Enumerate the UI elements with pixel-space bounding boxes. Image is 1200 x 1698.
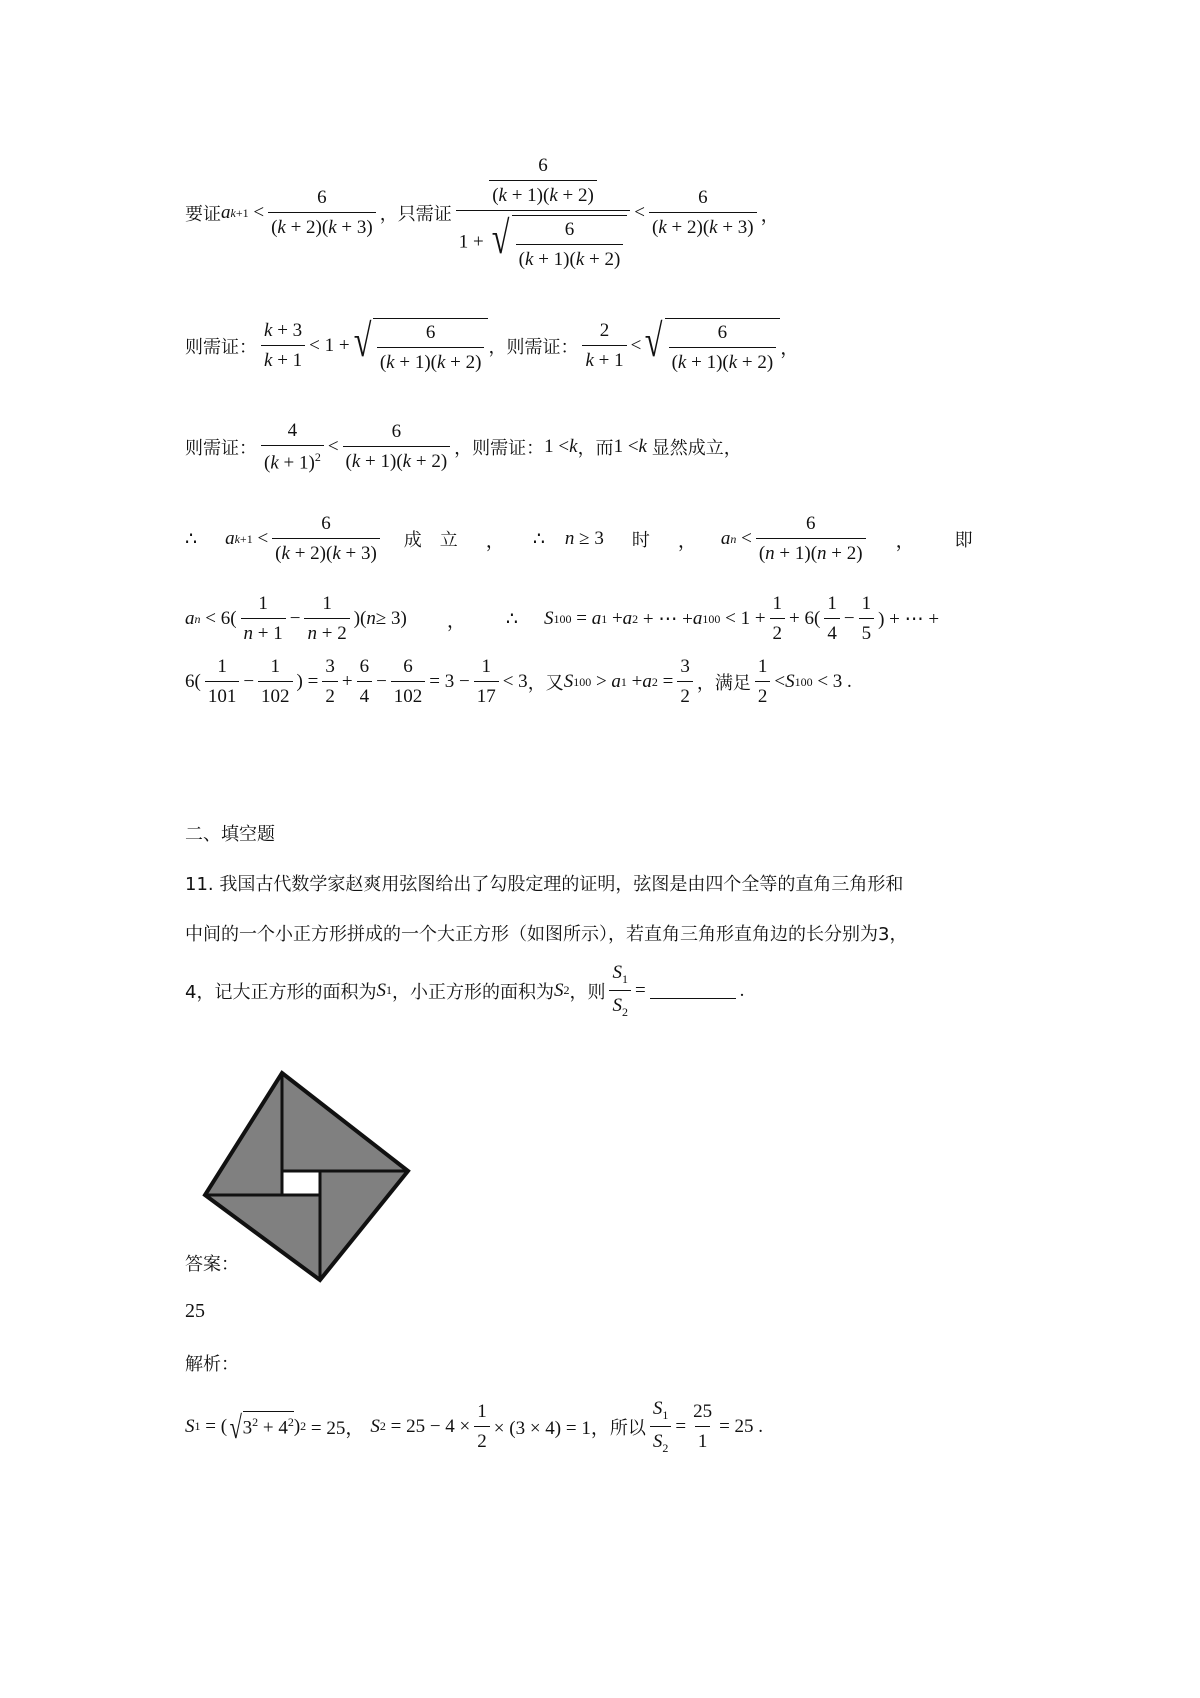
fraction: $\frac{6}{(k + 2)(k + 3)}$ — [649, 187, 757, 239]
proof-line-1: 要证 a k +1 < $\frac{6}{(k + 2)(k + 3)}$ ，只需证 $\frac{6}{(k + 1)(k + 2)}$ 1 + √ $\frac{6}{(k + 1)(k + 2)}$ < $\frac{6}{(k + 2)(k + 3)}$ ， — [185, 155, 780, 270]
fraction: $\frac{6}{(k + 2)(k + 3)}$ — [268, 187, 376, 239]
analysis-formula: S 1 = ( √ $3^2 + 4^2$ ) 2 = 25， S 2 = 25 − 4 × $\frac{1}{2}$ × (3 × 4) = 1， 所以 $\frac{S_1}{S_2}$ = $\frac{25}{1}$ = 25 . — [185, 1398, 764, 1455]
problem-line-3-b: ，小正方形的面积为 — [391, 981, 554, 1003]
text-you: ，又 — [527, 673, 564, 694]
text-chengli: 成 立 — [403, 530, 458, 551]
text-zexuzheng-3: 则需证： — [185, 438, 257, 460]
problem-line-2: 中间的一个小正方形拼成的一个大正方形（如图所示），若直角三角形直角边的长分别为3， — [185, 924, 908, 945]
proof-line-5: a n < 6( $\frac{1}{n + 1}$ − $\frac{1}{n + 2}$ )( n ≥ 3) ， ∴ S 100 = a 1 + a 2 + ⋯ + a 100 < 1 + $\frac{1}{2}$ + 6( $\frac{1}{4}$ − $\frac{1}{5}$ ) + ⋯ + — [185, 593, 940, 644]
problem-line-1: 11. 我国古代数学家赵爽用弦图给出了勾股定理的证明，弦图是由四个全等的直角三角形和 — [185, 874, 904, 895]
proof-line-3: 则需证： $\frac{4}{(k + 1)^2}$ < $\frac{6}{(k + 1)(k + 2)}$ ，则需证： 1 < k ，而 1 < k 显然成立， — [185, 420, 742, 474]
sqrt: √ $\frac{6}{(k + 1)(k + 2)}$ — [488, 215, 627, 271]
small-square — [282, 1171, 320, 1195]
answer-label: 答案： — [185, 1254, 239, 1275]
answer-blank — [650, 982, 736, 999]
text-ji: 即 — [954, 530, 973, 551]
text-manzu: ，满足 — [696, 673, 751, 694]
text-zexuzheng-4: ，则需证： — [454, 438, 545, 460]
proof-line-6: 6( $\frac{1}{101}$ − $\frac{1}{102}$ ) = $\frac{3}{2}$ + $\frac{6}{4}$ − $\frac{6}{102}$ = 3 − $\frac{1}{17}$ < 3 ，又 S 100 > a 1 + a 2 = $\frac{3}{2}$ ，满足 $\frac{1}{2}$ < S 100 < 3 . — [185, 656, 852, 707]
compound-fraction: $\frac{6}{(k + 1)(k + 2)}$ 1 + √ $\frac{6}{(k + 1)(k + 2)}$ — [456, 155, 631, 271]
analysis-label: 解析： — [185, 1354, 239, 1375]
text-zhixuzheng: ，只需证 — [379, 204, 452, 225]
problem-line-3: 4，记大正方形的面积为 S 1 ，小正方形的面积为 S 2 ，则 $\frac{S_1}{S_2}$ = . — [185, 962, 745, 1019]
answer-value: 25 — [185, 1300, 205, 1322]
text-shi: 时 — [631, 530, 650, 551]
proof-line-2: 则需证： $\frac{k + 3}{k + 1}$ < 1 + √ $\frac{6}{(k + 1)(k + 2)}$ ，则需证： $\frac{2}{k + 1}$ < √ $\frac{6}{(k + 1)(k + 2)}$ ， — [185, 315, 800, 373]
text-yaozheng: 要证 — [185, 204, 221, 225]
proof-line-4: ∴ a k +1 < $\frac{6}{(k + 2)(k + 3)}$ 成 立 ， ∴ n ≥ 3 时 ， a n < $\frac{6}{(n + 1)(n + 2)}$ ， 即 — [185, 513, 973, 564]
text-suoyi: 所以 — [609, 1417, 646, 1439]
section-title: 二、填空题 — [185, 824, 275, 845]
problem-line-3-a: 4，记大正方形的面积为 — [185, 981, 377, 1003]
text-xianran: 显然成立， — [651, 438, 742, 460]
diagram-shapes — [205, 1073, 408, 1280]
text-er: ，而 — [577, 438, 614, 460]
text-zexuzheng-2: ，则需证： — [488, 337, 579, 358]
problem-line-3-c: ，则 — [569, 981, 606, 1003]
text-zexuzheng: 则需证： — [185, 337, 257, 358]
